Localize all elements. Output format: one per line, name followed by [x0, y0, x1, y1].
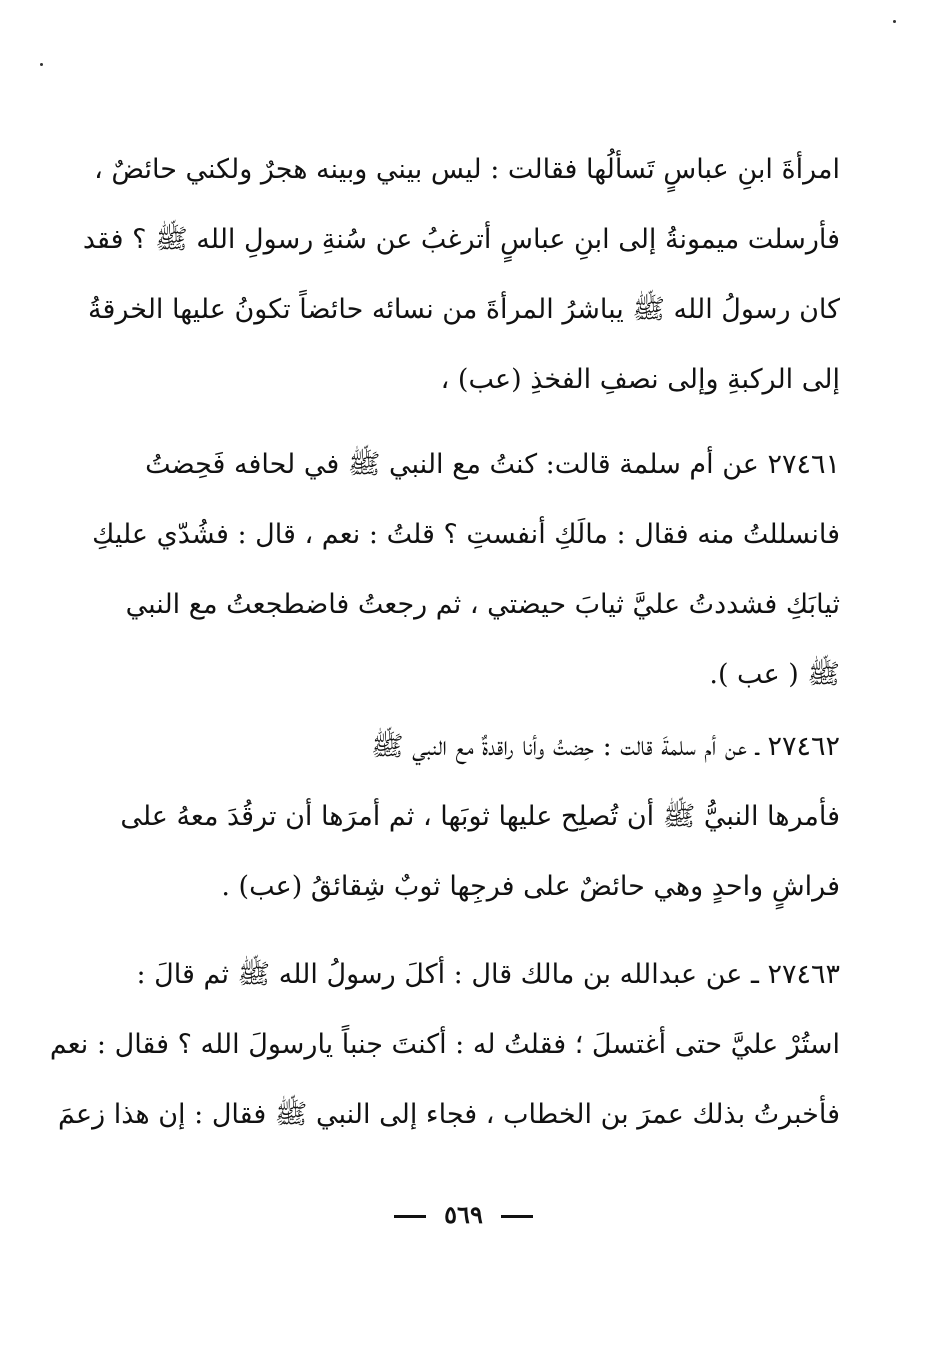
print-speck: [893, 20, 896, 23]
text-line: ٢٧٤٦٣ ـ عن عبدالله بن مالك قال : أكلَ رسولُ الله ﷺ ثم قالَ :: [136, 959, 840, 990]
hadith-27463: [49, 940, 840, 1150]
text-line: فأخبرتُ بذلك عمرَ بن الخطاب ، فجاء إلى النبي ﷺ فقال : إن هذا زعمَ: [58, 1099, 840, 1130]
text-line: ﷺ ( عب ).: [709, 659, 840, 690]
text-line: ثيابَكِ فشددتُ عليَّ ثيابَ حيضتي ، ثم رجعتُ فاضطجعتُ مع النبي: [125, 589, 840, 620]
dash-ornament: [501, 1215, 533, 1218]
page-number-footer: [0, 1200, 927, 1229]
text-line: ٢٧٤٦١ عن أم سلمة قالت: كنتُ مع النبي ﷺ في لحافه فَحِضتُ: [145, 449, 840, 480]
text-line: ٢٧٤٦٢ ـ عن أم سلمةَ قالت : حِضتُ وأنا راقدةٌ مع النبي ﷺ: [370, 731, 840, 762]
hadith-27461: [92, 430, 840, 710]
text-line: إلى الركبةِ وإلى نصفِ الفخذِ (عب) ،: [440, 364, 840, 395]
dash-ornament: [394, 1215, 426, 1218]
text-line: استُرْ عليَّ حتى أغتسلَ ؛ فقلتُ له : أكنتَ جنباً يارسولَ الله ؟ فقال : نعم: [49, 1029, 840, 1060]
text-line: فأرسلت ميمونةُ إلى ابنِ عباسٍ أترغبُ عن سُنةِ رسولِ الله ﷺ ؟ فقد: [82, 224, 840, 255]
text-line: فراشٍ واحدٍ وهي حائضٌ على فرجِها ثوبٌ شِقائقُ (عب) .: [221, 871, 840, 902]
hadith-27462: [120, 712, 840, 922]
text-line: كان رسولُ الله ﷺ يباشرُ المرأةَ من نسائه حائضاً تكونُ عليها الخرقةُ: [87, 294, 840, 325]
paragraph-continuation: [82, 135, 840, 415]
text-line: فانسللتُ منه فقال : مالَكِ أنفستِ ؟ قلتُ : نعم ، قال : فشُدّي عليكِ: [92, 519, 840, 550]
text-line: امرأةَ ابنِ عباسٍ تَسألُها فقالت : ليس بيني وبينه هجرٌ ولكني حائضٌ ،: [94, 154, 840, 185]
print-speck: [40, 63, 43, 66]
page-number: ٥٦٩: [444, 1200, 483, 1229]
text-line: فأمرها النبيُّ ﷺ أن تُصلِح عليها ثوبَها ، ثم أمرَها أن ترقُدَ معهُ على: [120, 801, 840, 832]
